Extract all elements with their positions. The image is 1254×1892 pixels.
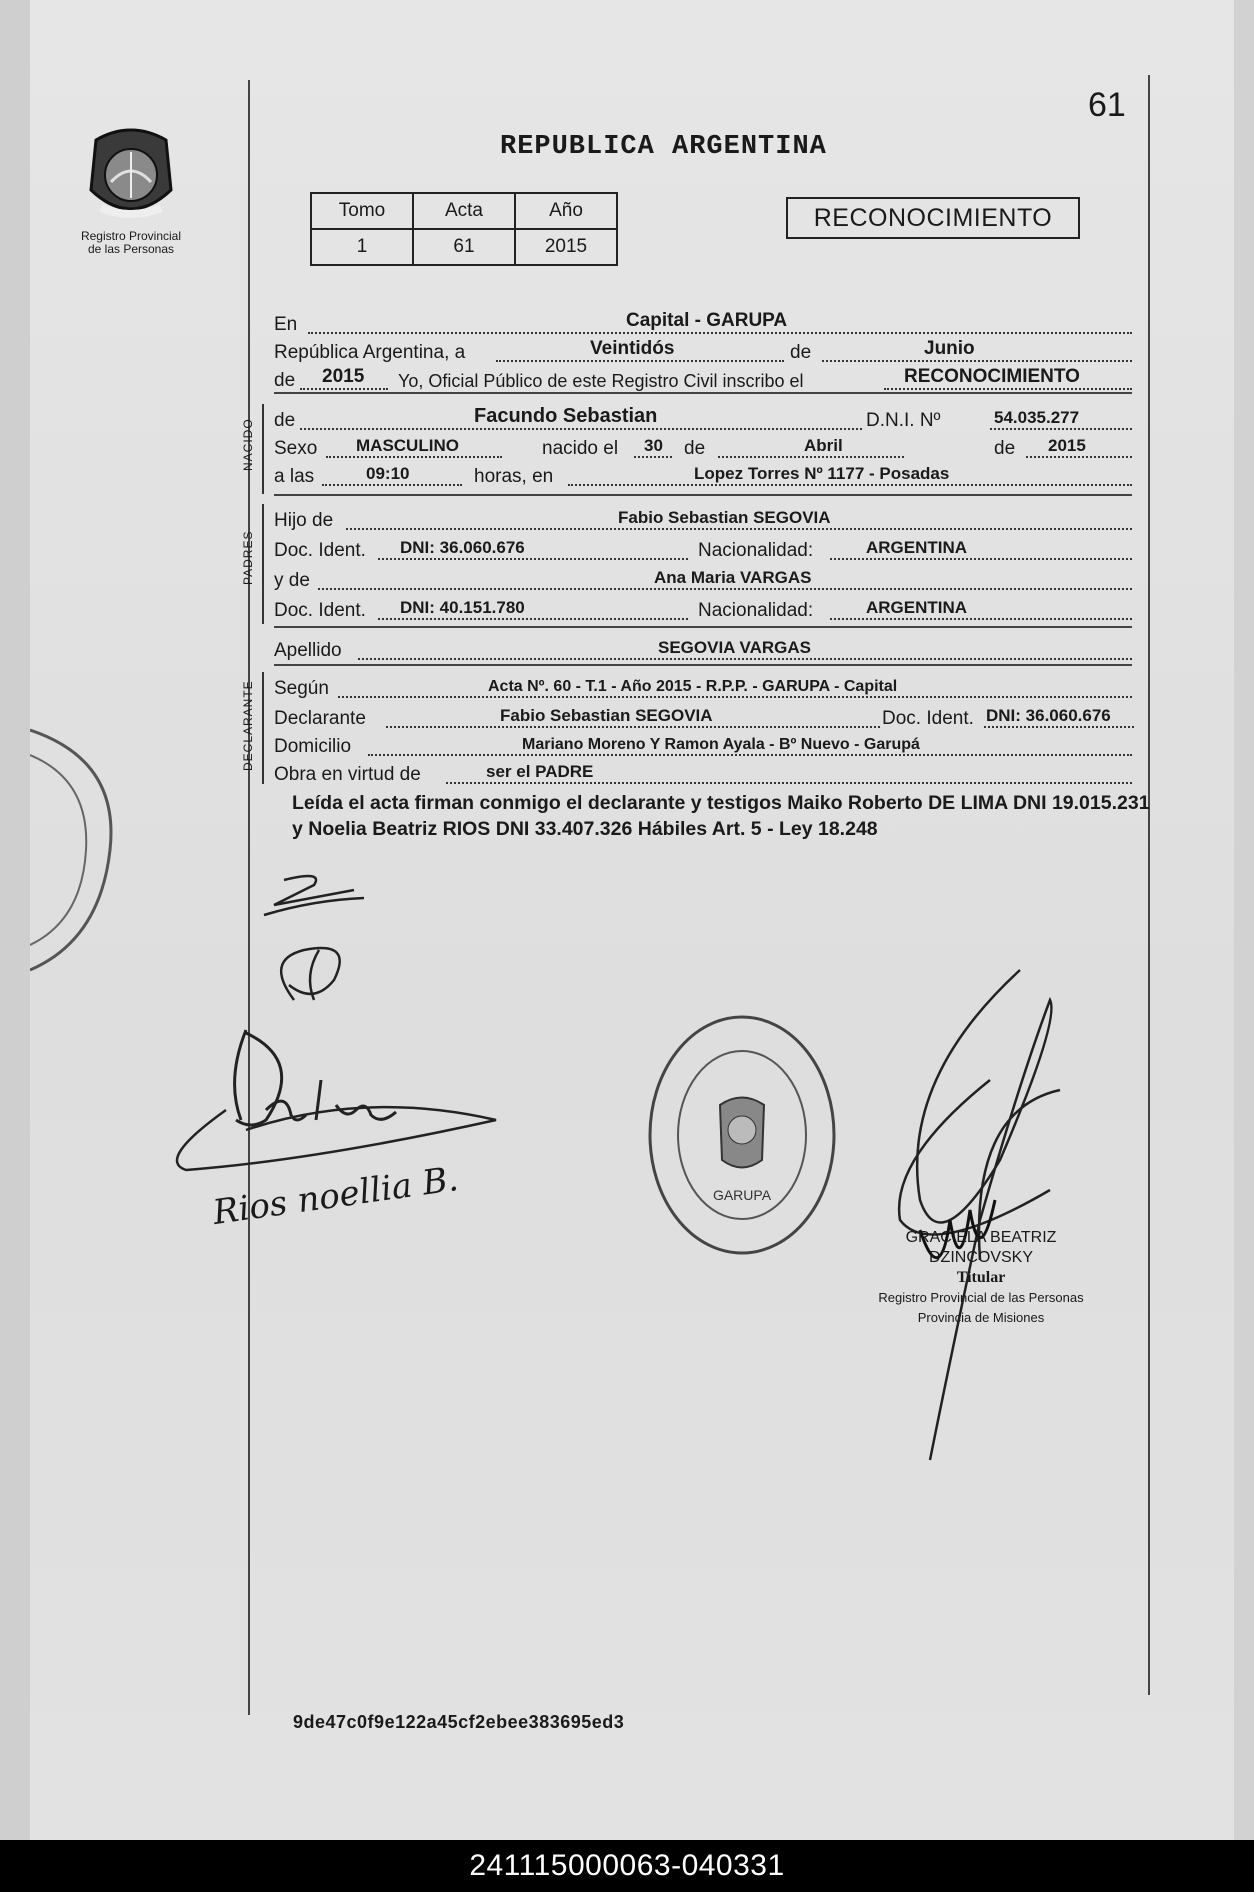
label-doc-ident-2: Doc. Ident. <box>274 600 366 621</box>
witness-signature-rios: Rios noellia B. <box>210 1158 461 1234</box>
document-page <box>30 0 1234 1840</box>
section-label-padres: PADRES <box>241 530 255 585</box>
dotted-line <box>308 332 1132 334</box>
label-dni: D.N.I. Nº <box>866 410 941 431</box>
ref-value-anio: 2015 <box>515 229 617 265</box>
label-nacionalidad-1: Nacionalidad: <box>698 540 814 561</box>
row-republica <box>274 336 1132 364</box>
section-bar-nacido <box>262 404 264 494</box>
dotted-line <box>338 696 1132 698</box>
row-sexo <box>274 432 1132 460</box>
label-nacido: nacido el <box>542 438 619 459</box>
section-label-nacido: NACIDO <box>241 418 255 471</box>
label-a-las: a las <box>274 466 315 487</box>
reference-table <box>310 192 618 266</box>
label-doc-ident-1: Doc. Ident. <box>274 540 366 561</box>
official-name: GRACIELA BEATRIZ DZINCOVSKY <box>905 1229 1057 1266</box>
value-declarante-doc: DNI: 36.060.676 <box>986 706 1111 725</box>
dotted-line <box>378 618 688 620</box>
label-de5: de <box>994 438 1016 459</box>
label-segun: Según <box>274 678 329 699</box>
label-declarante: Declarante <box>274 708 366 729</box>
value-madre-nac: ARGENTINA <box>866 598 968 617</box>
label-horas: horas, en <box>474 466 554 487</box>
official-signature <box>860 960 1090 1480</box>
dotted-line <box>300 428 862 430</box>
logo-caption-line2: de las Personas <box>87 242 175 256</box>
official-signature-block <box>856 1228 1106 1328</box>
ref-value-tomo: 1 <box>311 229 413 265</box>
value-domicilio: Mariano Moreno Y Ramon Ayala - Bº Nuevo - Garupá <box>522 736 920 753</box>
dotted-line <box>830 618 1132 620</box>
ref-header-acta: Acta <box>413 193 515 229</box>
value-hora: 09:10 <box>366 464 410 483</box>
dotted-line <box>368 754 1132 756</box>
official-role: Titular <box>956 1269 1006 1286</box>
value-dni: 54.035.277 <box>994 408 1080 427</box>
value-padre-nac: ARGENTINA <box>866 538 968 557</box>
row-obra <box>274 758 1132 786</box>
section-rule <box>274 494 1132 496</box>
section-rule <box>274 392 1132 394</box>
stamp-center-text: GARUPA <box>712 1187 772 1203</box>
value-nombre: Facundo Sebastian <box>474 405 658 427</box>
row-padre-doc <box>274 534 1132 562</box>
registry-logo <box>66 120 196 256</box>
logo-caption-line1: Registro Provincial <box>80 229 182 243</box>
row-madre <box>274 564 1132 592</box>
value-apellido: SEGOVIA VARGAS <box>658 638 812 657</box>
label-domicilio: Domicilio <box>274 736 352 757</box>
dotted-line <box>984 726 1134 728</box>
section-bar-declarante <box>262 672 264 784</box>
value-acto: RECONOCIMIENTO <box>904 366 1080 387</box>
label-hijo-de: Hijo de <box>274 510 334 531</box>
ref-header-tomo: Tomo <box>311 193 413 229</box>
label-en: En <box>274 314 298 335</box>
value-padre-doc: DNI: 36.060.676 <box>400 538 525 557</box>
dotted-line <box>990 428 1132 430</box>
dotted-line <box>568 484 1132 486</box>
value-lugar: Capital - GARUPA <box>626 310 788 331</box>
dotted-line <box>318 588 1132 590</box>
section-rule <box>274 664 1132 666</box>
value-madre-doc: DNI: 40.151.780 <box>400 598 525 617</box>
label-de3: de <box>274 410 296 431</box>
label-de1: de <box>790 342 812 363</box>
province-shield-icon <box>76 120 186 230</box>
document-title: REPUBLICA ARGENTINA <box>500 132 827 162</box>
dotted-line <box>358 658 1132 660</box>
label-de2: de <box>274 370 296 391</box>
dotted-line <box>1026 456 1132 458</box>
section-bar-padres <box>262 504 264 624</box>
value-padre: Fabio Sebastian SEGOVIA <box>618 508 831 527</box>
dotted-line <box>446 782 1132 784</box>
value-dia: Veintidós <box>590 338 675 359</box>
adjacent-page-right-edge <box>1233 0 1254 1840</box>
label-sexo: Sexo <box>274 438 318 459</box>
dotted-line <box>346 528 1132 530</box>
value-nac-anio: 2015 <box>1048 436 1086 455</box>
registry-stamp <box>642 1010 842 1260</box>
dotted-line <box>718 456 904 458</box>
label-republica: República Argentina, a <box>274 342 466 363</box>
label-apellido: Apellido <box>274 640 342 661</box>
partial-stamp <box>30 720 120 980</box>
row-domicilio <box>274 730 1132 758</box>
value-madre: Ana Maria VARGAS <box>654 568 812 587</box>
ref-value-acta: 61 <box>413 229 515 265</box>
row-nombre <box>274 404 1132 432</box>
dotted-line <box>496 360 784 362</box>
document-type-box: RECONOCIMIENTO <box>786 197 1080 239</box>
section-label-declarante: DECLARANTE <box>241 680 255 771</box>
document-hash: 9de47c0f9e122a45cf2ebee383695ed3 <box>293 1712 625 1732</box>
value-obra: ser el PADRE <box>486 762 594 781</box>
dotted-line <box>322 484 462 486</box>
dotted-line <box>326 456 502 458</box>
value-sexo: MASCULINO <box>356 436 459 455</box>
row-segun <box>274 672 1132 700</box>
value-lugar-nac: Lopez Torres Nº 1177 - Posadas <box>694 464 950 483</box>
right-margin-line <box>1148 75 1150 1695</box>
dotted-line <box>830 558 1132 560</box>
page-number: 61 <box>1088 86 1126 124</box>
ref-header-anio: Año <box>515 193 617 229</box>
value-mes: Junio <box>924 338 975 359</box>
value-nac-mes: Abril <box>804 436 843 455</box>
label-obra: Obra en virtud de <box>274 764 421 785</box>
row-apellido <box>274 634 1132 662</box>
label-nacionalidad-2: Nacionalidad: <box>698 600 814 621</box>
dotted-line <box>822 360 1132 362</box>
value-segun: Acta Nº. 60 - T.1 - Año 2015 - R.P.P. - GARUPA - Capital <box>488 678 898 695</box>
label-yo: Yo, Oficial Público de este Registro Civil inscribo el <box>398 371 804 391</box>
adjacent-page-left-edge <box>0 0 31 1840</box>
row-de-anio <box>274 364 1132 392</box>
row-declarante <box>274 702 1132 730</box>
official-line4: Provincia de Misiones <box>917 1310 1045 1325</box>
value-anio: 2015 <box>322 366 365 387</box>
declaration-text: Leída el acta firman conmigo el declarante y testigos Maiko Roberto DE LIMA DNI 19.015.231 y Noelia Beatriz RIOS DNI 33.407.326 Hábiles Art. 5 - Ley 18.248 <box>292 792 1150 840</box>
value-declarante: Fabio Sebastian SEGOVIA <box>500 706 713 725</box>
footer-code-bar: 241115000063-040331 <box>0 1840 1254 1892</box>
dotted-line <box>378 558 688 560</box>
dotted-line <box>634 456 672 458</box>
dotted-line <box>300 388 388 390</box>
dotted-line <box>884 388 1132 390</box>
label-doc-ident-3: Doc. Ident. <box>882 708 974 729</box>
row-padre <box>274 504 1132 532</box>
official-line3: Registro Provincial de las Personas <box>878 1290 1084 1305</box>
row-hora <box>274 460 1132 488</box>
row-en <box>274 308 1132 336</box>
label-de4: de <box>684 438 706 459</box>
label-y-de: y de <box>274 570 310 591</box>
section-rule <box>274 626 1132 628</box>
declarant-signature <box>244 860 394 1010</box>
dotted-line <box>386 726 880 728</box>
value-nac-dia: 30 <box>644 436 663 455</box>
row-madre-doc <box>274 594 1132 622</box>
